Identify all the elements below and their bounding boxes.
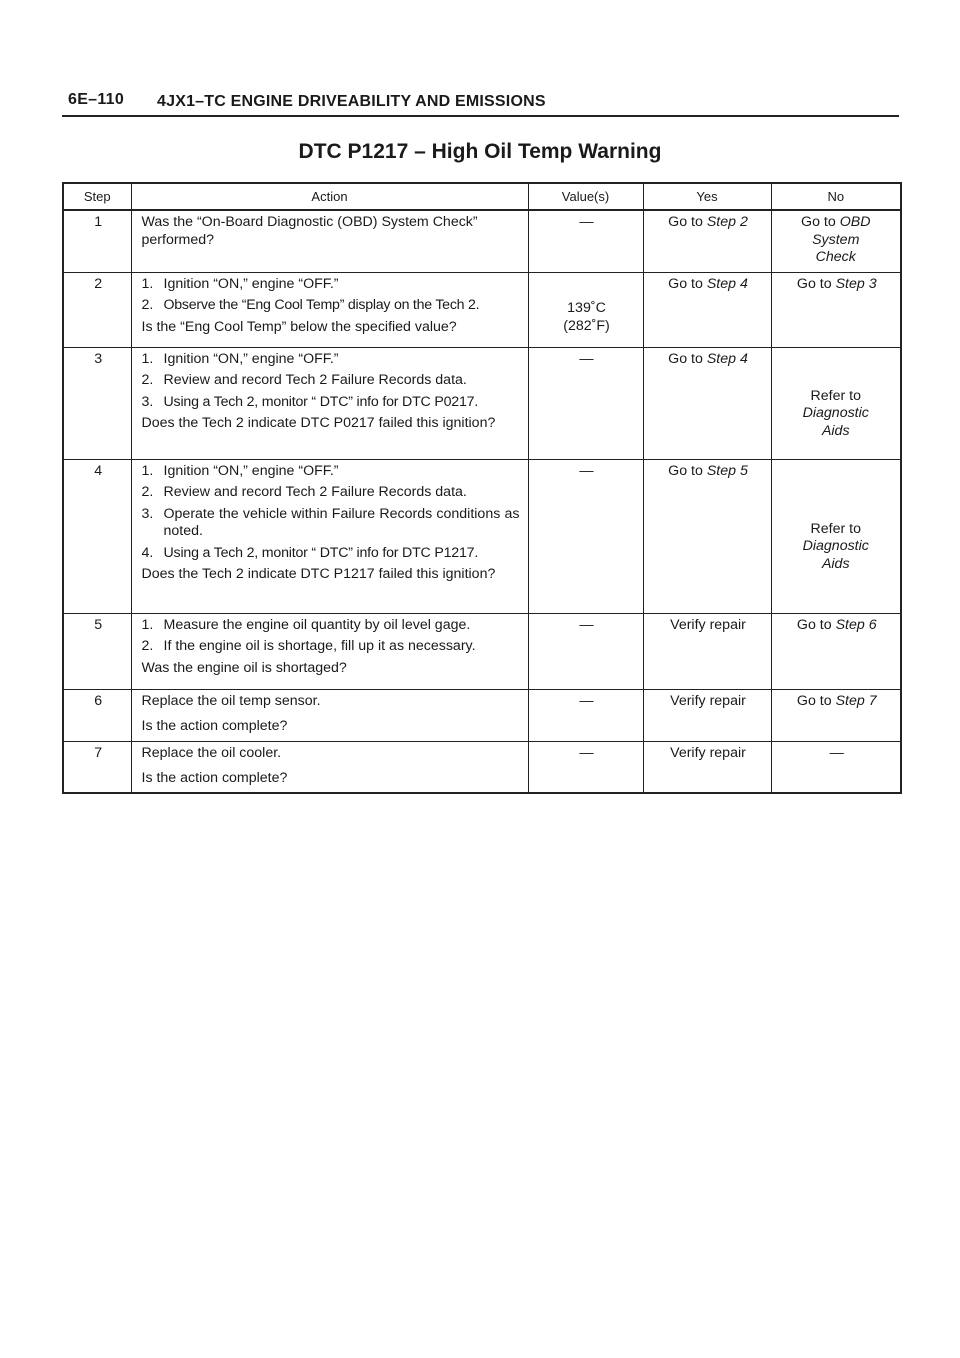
action-question: Does the Tech 2 indicate DTC P1217 failed this ignition? <box>141 566 496 582</box>
running-title: 4JX1–TC ENGINE DRIVEABILITY AND EMISSIONS <box>157 93 546 110</box>
table-row <box>63 272 901 347</box>
action-item: Measure the engine oil quantity by oil level gage. <box>163 616 471 633</box>
step-reference-link[interactable]: Step 4 <box>706 350 748 367</box>
reference-link[interactable]: OBD System Check <box>812 214 871 265</box>
value-cell <box>528 272 643 347</box>
no-cell: — <box>771 741 901 793</box>
action-item: Ignition “ON,” engine “OFF.” <box>163 275 339 292</box>
step-number: 6 <box>63 689 131 741</box>
action-cell: 1. Ignition “ON,” engine “OFF.” 2. Review and record Tech 2 Failure Records data. 3. Operate the vehicle within Failure Records conditions as noted. 4. Using a Tech 2, monitor “ DTC” info for DTC P1217. Does the Tech 2 indicate DTC P1217 failed this ignition? <box>131 459 528 613</box>
diagnostic-table <box>62 182 902 794</box>
no-prefix: Go to <box>801 214 840 230</box>
action-item: Operate the vehicle within Failure Records conditions as noted. <box>163 505 520 539</box>
table-row <box>63 741 901 793</box>
table-row <box>63 689 901 741</box>
reference-link[interactable]: Diagnostic Aids <box>802 538 869 572</box>
action-text: Replace the oil cooler. <box>141 744 282 761</box>
action-cell: 1. Ignition “ON,” engine “OFF.” 2. Review and record Tech 2 Failure Records data. 3. Using a Tech 2, monitor “ DTC” info for DTC P0217. Does the Tech 2 indicate DTC P0217 failed this ignition? <box>131 347 528 459</box>
value-cell: — <box>528 210 643 272</box>
step-number: 3 <box>63 347 131 459</box>
no-cell <box>771 689 901 741</box>
action-cell: 1. Measure the engine oil quantity by oil level gage. 2. If the engine oil is shortage, fill up it as necessary. Was the engine oil is shortaged? <box>131 613 528 689</box>
column-header-action: Action <box>131 183 528 210</box>
yes-cell: Verify repair <box>643 741 771 793</box>
value-cell: — <box>528 689 643 741</box>
step-reference-link[interactable]: Step 5 <box>706 462 748 479</box>
reference-link[interactable]: Diagnostic Aids <box>802 405 869 439</box>
action-text: Replace the oil temp sensor. <box>141 692 321 709</box>
document-title: DTC P1217 – High Oil Temp Warning <box>298 140 662 163</box>
yes-prefix: Go to <box>668 350 707 367</box>
column-header-values: Value(s) <box>528 183 643 210</box>
action-question: Is the action complete? <box>141 718 288 734</box>
column-header-step: Step <box>63 183 131 210</box>
step-reference-link[interactable]: Step 7 <box>835 692 877 709</box>
action-text: Was the “On-Board Diagnostic (OBD) System Check” performed? <box>141 214 478 248</box>
yes-prefix: Go to <box>668 275 707 292</box>
table-row <box>63 347 901 459</box>
value-cell: — <box>528 741 643 793</box>
action-cell <box>131 741 528 793</box>
action-item: Review and record Tech 2 Failure Records data. <box>163 484 467 500</box>
step-number: 4 <box>63 459 131 613</box>
value-cell: — <box>528 347 643 459</box>
step-number: 1 <box>63 210 131 272</box>
yes-cell: Verify repair <box>643 689 771 741</box>
action-item: Using a Tech 2, monitor “ DTC” info for DTC P0217. <box>163 393 479 410</box>
action-item: Observe the “Eng Cool Temp” display on the Tech 2. <box>163 297 480 313</box>
page-number: 6E–110 <box>68 91 125 108</box>
step-reference-link[interactable]: Step 6 <box>835 616 877 633</box>
no-prefix: Refer to <box>810 520 861 537</box>
yes-cell <box>643 459 771 613</box>
yes-prefix: Go to <box>668 462 707 479</box>
header-rule <box>62 115 899 117</box>
step-reference-link[interactable]: Step 3 <box>835 275 877 292</box>
value-cell: — <box>528 613 643 689</box>
yes-cell <box>643 210 771 272</box>
action-cell: 1. Ignition “ON,” engine “OFF.” 2. Observe the “Eng Cool Temp” display on the Tech 2. Is the “Eng Cool Temp” below the specified value? <box>131 272 528 347</box>
value-celsius: 139˚C <box>567 300 606 316</box>
action-item: Ignition “ON,” engine “OFF.” <box>163 350 339 367</box>
action-item: Review and record Tech 2 Failure Records data. <box>163 372 467 388</box>
column-header-yes: Yes <box>643 183 771 210</box>
yes-prefix: Go to <box>668 214 707 230</box>
table-row <box>63 210 901 272</box>
no-cell <box>771 210 901 272</box>
yes-cell <box>643 272 771 347</box>
action-cell <box>131 210 528 272</box>
yes-cell: Verify repair <box>643 613 771 689</box>
step-reference-link[interactable]: Step 4 <box>706 275 748 292</box>
action-item: Ignition “ON,” engine “OFF.” <box>163 462 339 479</box>
value-fahrenheit: (282˚F) <box>563 317 610 334</box>
table-row <box>63 459 901 613</box>
step-number: 2 <box>63 272 131 347</box>
action-cell <box>131 689 528 741</box>
step-number: 5 <box>63 613 131 689</box>
no-prefix: Go to <box>796 275 836 292</box>
no-prefix: Go to <box>796 692 836 709</box>
action-item: If the engine oil is shortage, fill up it as necessary. <box>163 638 476 654</box>
no-cell <box>771 347 901 459</box>
step-number: 7 <box>63 741 131 793</box>
action-question: Is the action complete? <box>141 770 288 786</box>
yes-cell <box>643 347 771 459</box>
action-question: Was the engine oil is shortaged? <box>141 659 347 676</box>
no-cell <box>771 459 901 613</box>
table-header-row <box>63 183 901 210</box>
action-question: Does the Tech 2 indicate DTC P0217 failed this ignition? <box>141 415 496 431</box>
no-cell <box>771 613 901 689</box>
action-question: Is the “Eng Cool Temp” below the specified value? <box>141 318 457 335</box>
column-header-no: No <box>771 183 901 210</box>
no-prefix: Refer to <box>810 387 861 404</box>
table-row <box>63 613 901 689</box>
action-item: Using a Tech 2, monitor “ DTC” info for DTC P1217. <box>163 544 479 561</box>
no-prefix: Go to <box>796 616 836 633</box>
no-cell <box>771 272 901 347</box>
step-reference-link[interactable]: Step 2 <box>706 214 748 230</box>
value-cell: — <box>528 459 643 613</box>
